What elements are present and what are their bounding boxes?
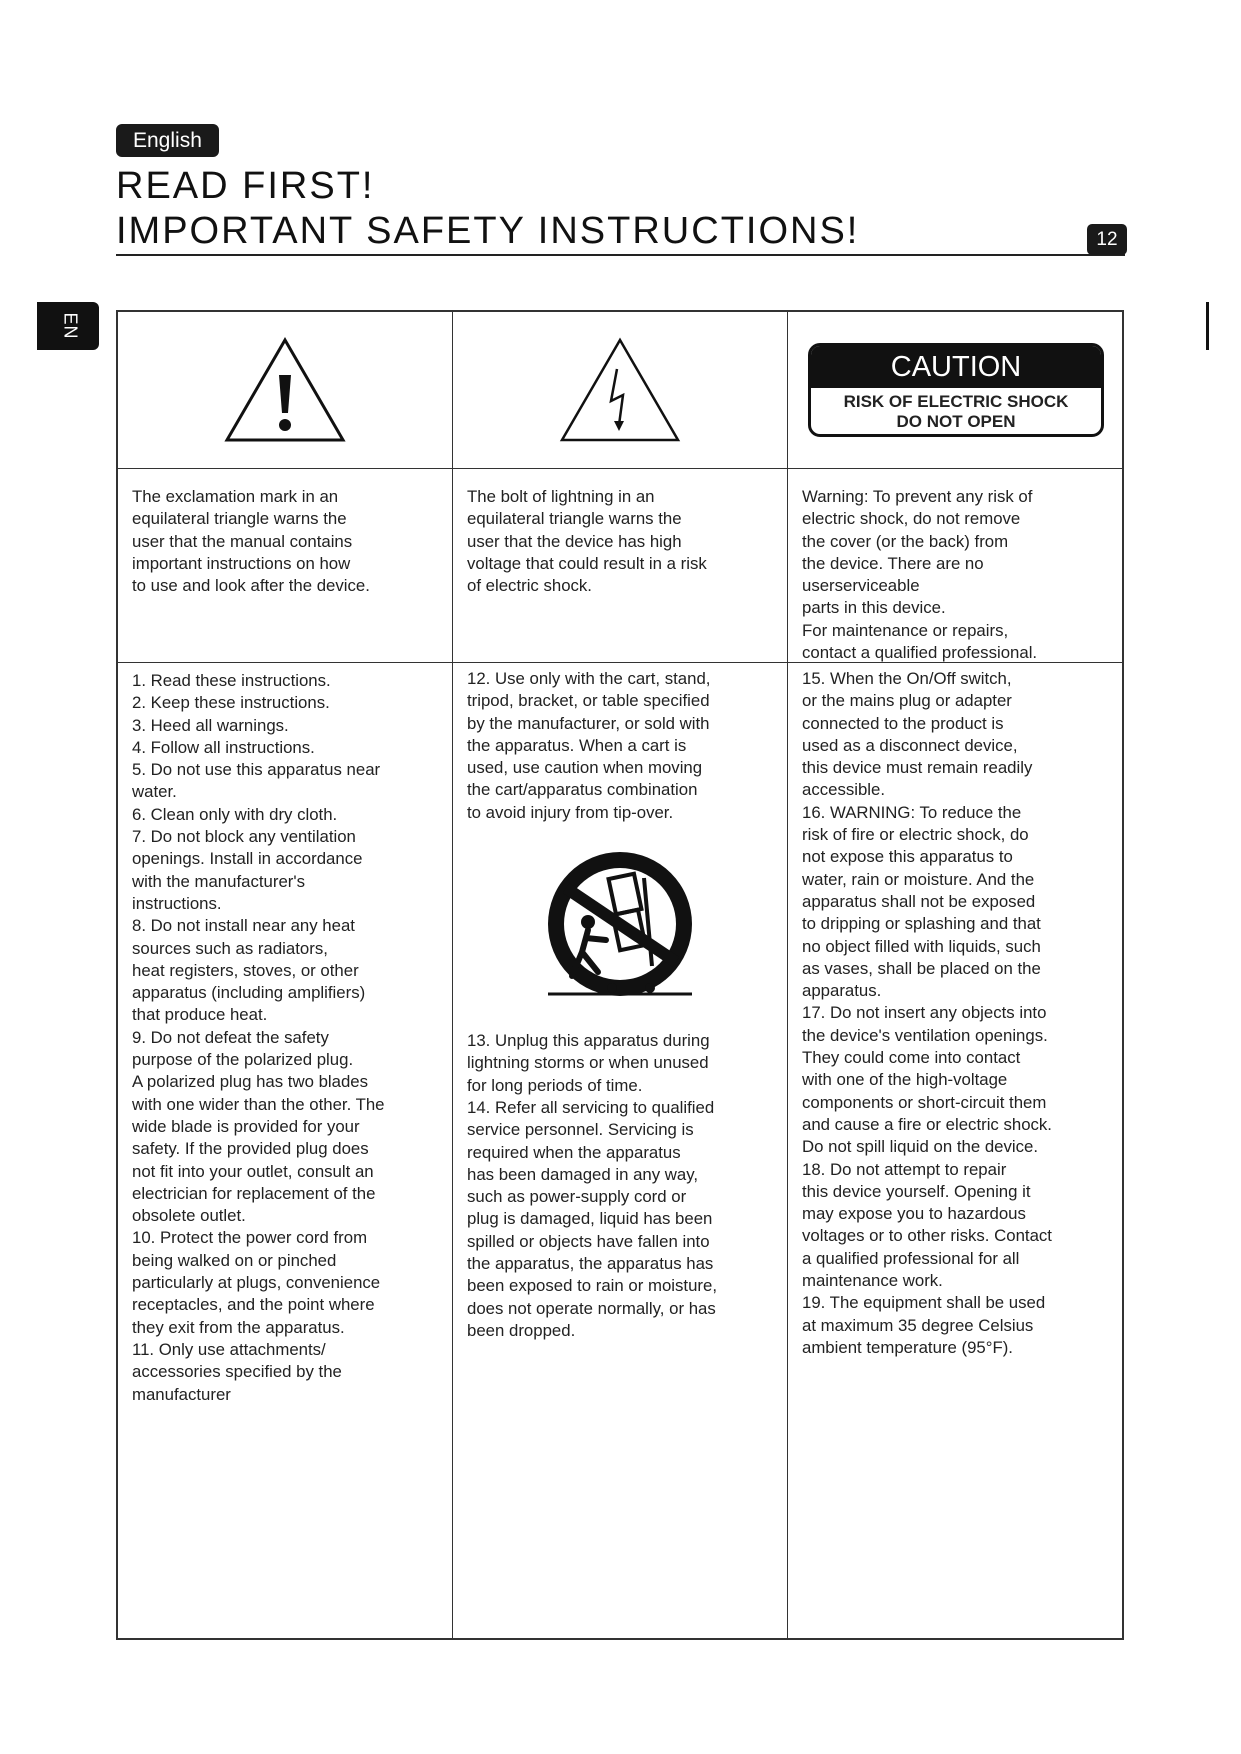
row-divider (118, 468, 1122, 469)
exclamation-triangle-icon (224, 337, 346, 443)
lightning-description: The bolt of lightning in an equilateral triangle warns the user that the device has high voltage that could result in a risk of electric shock. (467, 487, 707, 596)
instructions-column-2 (453, 668, 787, 1342)
caution-subtitle (811, 388, 1101, 434)
instructions-column-1 (118, 670, 452, 1406)
instruction-12: 12. Use only with the cart, stand, tripod, bracket, or table specified by the manufacturer, or sold with the apparatus. When a cart is used, use caution when moving the cart/apparatus combination to avoid injury from tip-over. (467, 669, 711, 822)
instructions-column-3 (788, 668, 1124, 1359)
title-divider (116, 254, 1125, 256)
language-side-tab (37, 302, 99, 350)
title-line-2: IMPORTANT SAFETY INSTRUCTIONS! (116, 210, 860, 252)
exclamation-symbol-cell (118, 312, 452, 468)
cart-warning-symbol (453, 848, 787, 1006)
lightning-symbol-cell (453, 312, 787, 468)
language-badge: English (116, 124, 219, 157)
lightning-description-cell (453, 486, 787, 597)
side-tab-label: EN (60, 312, 81, 340)
instructions-1-to-11: 1. Read these instructions. 2. Keep these instructions. 3. Heed all warnings. 4. Follow all instructions. 5. Do not use this apparatus near water. 6. Clean only with dry cloth. 7. Do not block any ventilation openings. Install in accordance with the manufacturer's instructions. 8. Do not install near any heat sources such as radiators, heat registers, stoves, or other apparatus (including amplifiers) that produce heat. 9. Do not defeat the safety purpose of the polarized plug. A polarized plug has two blades with one wider than the other. The wide blade is provided for your safety. If the provided plug does not fit into your outlet, consult an electrician for replacement of the obsolete outlet. 10. Protect the power cord from being walked on or pinched particularly at plugs, convenience receptacles, and the point where they exit from the apparatus. 11. Only use attachments/ accessories specified by the manufacturer (132, 671, 385, 1404)
instructions-15-to-19: 15. When the On/Off switch, or the mains plug or adapter connected to the product is used as a disconnect device, this device must remain readily accessible. 16. WARNING: To reduce the risk of fire or electric shock, do not expose this apparatus to water, rain or moisture. And the apparatus shall not be exposed to dripping or splashing and that no object filled with liquids, such as vases, shall be placed on the apparatus. 17. Do not insert any objects into the device's ventilation openings. They could come into contact with one of the high-voltage components or short-circuit them and cause a fire or electric shock. Do not spill liquid on the device. 18. Do not attempt to repair this device yourself. Opening it may expose you to hazardous voltages or to other risks. Contact a qualified professional for all maintenance work. 19. The equipment shall be used at maximum 35 degree Celsius ambient temperature (95°F). (802, 669, 1052, 1357)
instructions-13-to-14: 13. Unplug this apparatus during lightning storms or when unused for long periods of time. 14. Refer all servicing to qualified service personnel. Servicing is required when the apparatus has been damaged in any way, such as power-supply cord or plug is damaged, liquid has been spilled or objects have fallen into the apparatus, the apparatus has been exposed to rain or moisture, does not operate normally, or has been dropped. (467, 1031, 717, 1340)
title-line-1: READ FIRST! (116, 165, 375, 207)
page-title (116, 164, 859, 254)
caution-title: CAUTION (811, 346, 1101, 388)
exclamation-description-cell (118, 486, 452, 597)
lightning-triangle-icon (559, 337, 681, 443)
no-cart-tip-over-icon (540, 848, 700, 1006)
safety-table (116, 310, 1124, 1640)
caution-label (808, 343, 1104, 437)
caution-line-1: RISK OF ELECTRIC SHOCK (843, 392, 1069, 411)
warning-description-cell (788, 486, 1124, 664)
margin-marker (1206, 302, 1209, 350)
page-number: 12 (1087, 224, 1127, 255)
caution-line-2: DO NOT OPEN (896, 412, 1016, 431)
exclamation-description: The exclamation mark in an equilateral triangle warns the user that the manual contains important instructions on how to use and look after the device. (132, 487, 370, 596)
caution-label-cell (788, 312, 1124, 468)
warning-description: Warning: To prevent any risk of electric shock, do not remove the cover (or the back) from the device. There are no userserviceable parts in this device. For maintenance or repairs, contact a qualified professional. (802, 487, 1038, 663)
